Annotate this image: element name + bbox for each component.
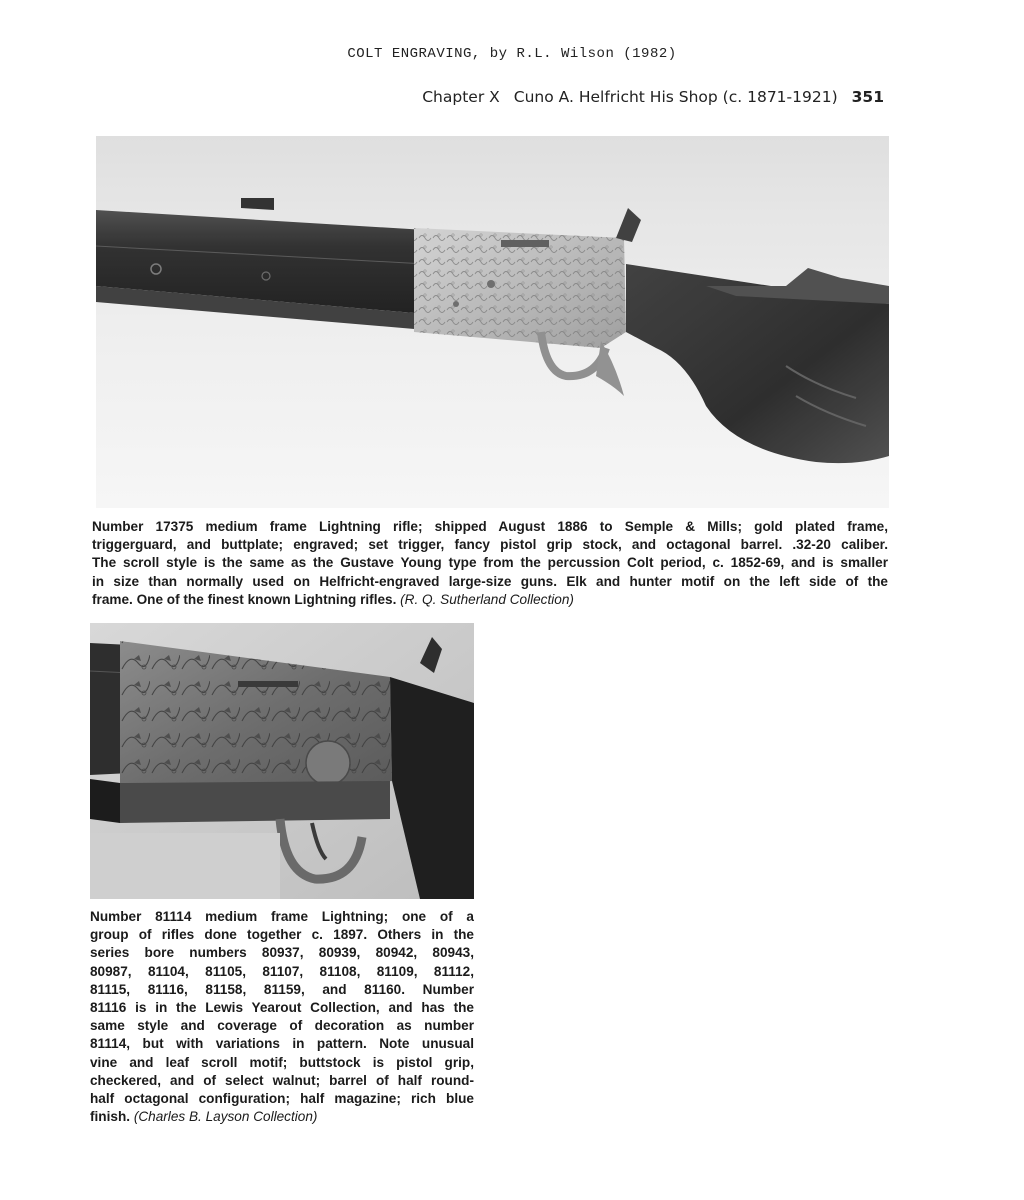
caption-2-line: 81114, but with variations in pattern. Note unusual <box>90 1036 474 1052</box>
rifle-photo-2-caption <box>90 908 474 1126</box>
caption-2-line-last <box>90 1108 474 1126</box>
caption-2-credit: (Charles B. Layson Collection) <box>133 1109 318 1125</box>
caption-2-line: same style and coverage of decoration as number <box>90 1018 474 1034</box>
caption-1-line: Number 17375 medium frame Lightning rifle; shipped August 1886 to Semple & Mills; gold plated frame, <box>92 519 888 534</box>
caption-1-line-last <box>92 591 888 609</box>
section-title: Cuno A. Helfricht His Shop (c. 1871-1921) <box>513 88 838 106</box>
caption-2-line: checkered, and of select walnut; barrel of half round- <box>90 1072 474 1088</box>
caption-1-line: frame. One of the finest known Lightning rifles. <box>92 591 397 607</box>
chapter-label: Chapter X <box>422 88 500 106</box>
rifle-photo-2 <box>90 623 474 899</box>
rifle-photo-1-image <box>96 136 889 508</box>
caption-2-line: half octagonal configuration; half magazine; rich blue <box>90 1091 474 1107</box>
caption-2-line: 80987, 81104, 81105, 81107, 81108, 81109, 81112, <box>90 963 474 979</box>
caption-2-line: finish. <box>90 1109 131 1125</box>
caption-1-credit: (R. Q. Sutherland Collection) <box>400 591 574 607</box>
caption-2-line: vine and leaf scroll motif; buttstock is pistol grip, <box>90 1054 474 1070</box>
rifle-photo-1-caption <box>92 518 888 609</box>
caption-2-line: series bore numbers 80937, 80939, 80942, 80943, <box>90 945 474 961</box>
page-number: 351 <box>851 88 884 106</box>
caption-1-line: triggerguard, and buttplate; engraved; set trigger, fancy pistol grip stock, and octagonal barrel. .32-20 caliber. <box>92 537 888 553</box>
caption-2-line: Number 81114 medium frame Lightning; one of a <box>90 909 474 924</box>
rifle-photo-1 <box>96 136 889 508</box>
rifle-photo-2-image <box>90 623 474 899</box>
caption-1-line: The scroll style is the same as the Gustave Young type from the percussion Colt period, c. 1852-69, and is smaller <box>92 555 888 571</box>
running-head <box>422 88 884 106</box>
caption-2-line: group of rifles done together c. 1897. Others in the <box>90 927 474 943</box>
caption-2-line: 81116 is in the Lewis Yearout Collection, and has the <box>90 1000 474 1016</box>
caption-2-line: 81115, 81116, 81158, 81159, and 81160. Number <box>90 981 474 997</box>
source-line: COLT ENGRAVING, by R.L. Wilson (1982) <box>347 46 677 62</box>
caption-1-line: in size than normally used on Helfricht-engraved large-size guns. Elk and hunter motif on the left side of the <box>92 573 888 589</box>
